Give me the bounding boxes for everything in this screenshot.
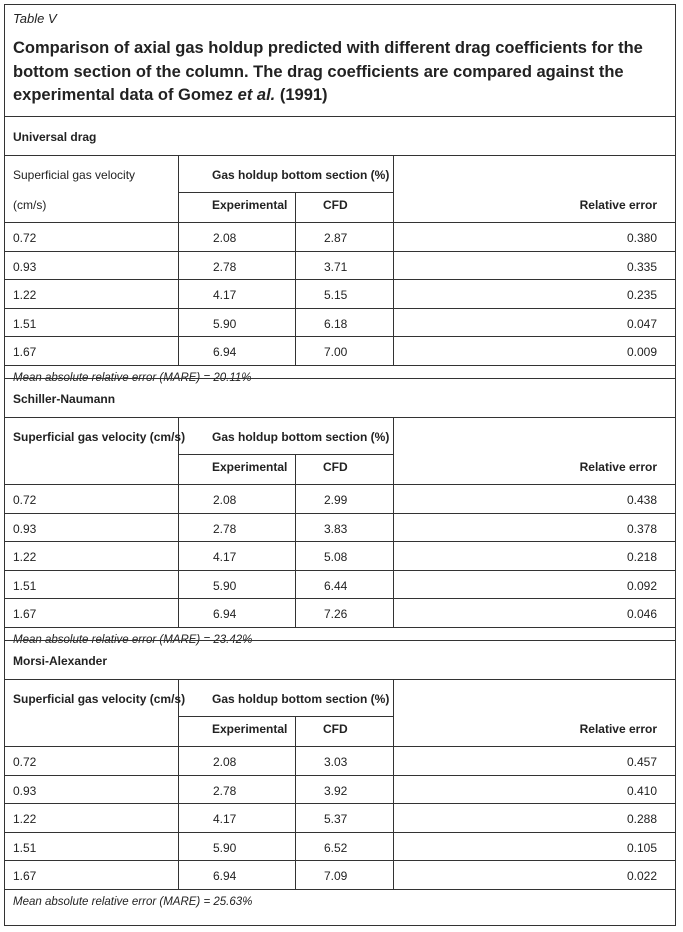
experimental-cell: 5.90 xyxy=(178,833,295,861)
table-row xyxy=(5,803,675,832)
cfd-cell: 5.37 xyxy=(295,804,393,832)
cfd-cell: 7.26 xyxy=(295,599,393,627)
table-row xyxy=(5,279,675,308)
cfd-cell: 3.03 xyxy=(295,747,393,775)
experimental-cell: 2.08 xyxy=(178,223,295,251)
mare-note: Mean absolute relative error (MARE) = 25.63% xyxy=(5,889,675,916)
velocity-cell: 0.72 xyxy=(13,755,37,769)
table-section xyxy=(5,116,675,392)
relative-error-cell: 0.047 xyxy=(393,309,675,337)
table-row xyxy=(5,222,675,251)
table-row xyxy=(5,336,675,365)
experimental-cell: 2.78 xyxy=(178,776,295,804)
velocity-cell: 1.22 xyxy=(13,288,37,303)
velocity-cell: 0.72 xyxy=(13,231,37,245)
velocity-cell: 1.22 xyxy=(13,550,37,565)
cfd-header: CFD xyxy=(323,460,348,474)
experimental-cell: 5.90 xyxy=(178,309,295,337)
relative-error-cell: 0.438 xyxy=(393,485,675,513)
section-title: Universal drag xyxy=(13,130,97,144)
velocity-unit: (cm/s) xyxy=(13,198,47,212)
title-year: (1991) xyxy=(275,86,328,104)
velocity-cell: 1.67 xyxy=(13,607,37,622)
experimental-header: Experimental xyxy=(212,722,288,736)
experimental-cell: 6.94 xyxy=(178,337,295,365)
relative-error-header: Relative error xyxy=(579,460,657,474)
velocity-cell: 0.72 xyxy=(13,493,37,507)
table-row xyxy=(5,832,675,861)
velocity-cell: 1.22 xyxy=(13,812,37,827)
experimental-cell: 4.17 xyxy=(178,804,295,832)
velocity-header: Superficial gas velocity (cm/s) xyxy=(13,430,186,444)
experimental-cell: 6.94 xyxy=(178,599,295,627)
table-row xyxy=(5,541,675,570)
relative-error-cell: 0.009 xyxy=(393,337,675,365)
cfd-cell: 5.15 xyxy=(295,280,393,308)
table-row xyxy=(5,598,675,627)
cfd-cell: 7.09 xyxy=(295,861,393,889)
section-header xyxy=(5,679,675,746)
table-section xyxy=(5,378,675,654)
velocity-cell: 0.93 xyxy=(13,521,37,536)
gas-holdup-header: Gas holdup bottom section (%) xyxy=(212,692,390,706)
velocity-header: Superficial gas velocity xyxy=(13,168,136,182)
relative-error-cell: 0.335 xyxy=(393,252,675,280)
cfd-cell: 5.08 xyxy=(295,542,393,570)
velocity-cell: 0.93 xyxy=(13,783,37,798)
velocity-cell: 0.93 xyxy=(13,259,37,274)
experimental-cell: 2.08 xyxy=(178,485,295,513)
cfd-cell: 6.18 xyxy=(295,309,393,337)
experimental-cell: 5.90 xyxy=(178,571,295,599)
gas-holdup-header: Gas holdup bottom section (%) xyxy=(212,430,390,444)
experimental-cell: 2.78 xyxy=(178,252,295,280)
relative-error-cell: 0.218 xyxy=(393,542,675,570)
velocity-cell: 1.51 xyxy=(13,316,37,331)
cfd-cell: 6.52 xyxy=(295,833,393,861)
experimental-cell: 6.94 xyxy=(178,861,295,889)
title-text: Comparison of axial gas holdup predicted with different drag coefficients for the bottom section of the column. The drag coefficients are compared against the experimental data of Gomez xyxy=(13,39,643,104)
relative-error-cell: 0.457 xyxy=(393,747,675,775)
cfd-header: CFD xyxy=(323,722,348,736)
section-header xyxy=(5,417,675,484)
relative-error-cell: 0.105 xyxy=(393,833,675,861)
relative-error-cell: 0.092 xyxy=(393,571,675,599)
cfd-cell: 2.99 xyxy=(295,485,393,513)
table-label: Table V xyxy=(13,11,57,26)
velocity-cell: 1.51 xyxy=(13,578,37,593)
table-section xyxy=(5,640,675,916)
cfd-cell: 3.71 xyxy=(295,252,393,280)
table-row xyxy=(5,746,675,775)
cfd-cell: 3.92 xyxy=(295,776,393,804)
relative-error-header: Relative error xyxy=(579,722,657,736)
relative-error-cell: 0.022 xyxy=(393,861,675,889)
table-row xyxy=(5,484,675,513)
experimental-header: Experimental xyxy=(212,460,288,474)
table-row xyxy=(5,513,675,542)
section-title: Schiller-Naumann xyxy=(13,392,116,406)
table-row xyxy=(5,775,675,804)
velocity-header: Superficial gas velocity (cm/s) xyxy=(13,692,186,706)
cfd-header: CFD xyxy=(323,198,348,212)
experimental-cell: 4.17 xyxy=(178,542,295,570)
relative-error-cell: 0.046 xyxy=(393,599,675,627)
title-italic: et al. xyxy=(237,86,276,104)
cfd-cell: 3.83 xyxy=(295,514,393,542)
experimental-cell: 2.78 xyxy=(178,514,295,542)
relative-error-cell: 0.410 xyxy=(393,776,675,804)
cfd-cell: 7.00 xyxy=(295,337,393,365)
relative-error-cell: 0.288 xyxy=(393,804,675,832)
experimental-cell: 4.17 xyxy=(178,280,295,308)
cfd-cell: 6.44 xyxy=(295,571,393,599)
section-header xyxy=(5,155,675,222)
experimental-cell: 2.08 xyxy=(178,747,295,775)
relative-error-header: Relative error xyxy=(579,198,657,212)
table-title xyxy=(13,37,663,108)
mare-note: Mean absolute relative error (MARE) = 23.42% xyxy=(5,627,675,654)
velocity-cell: 1.51 xyxy=(13,840,37,855)
section-title: Morsi-Alexander xyxy=(13,654,108,668)
relative-error-cell: 0.378 xyxy=(393,514,675,542)
velocity-cell: 1.67 xyxy=(13,345,37,360)
relative-error-cell: 0.235 xyxy=(393,280,675,308)
experimental-header: Experimental xyxy=(212,198,288,212)
mare-note: Mean absolute relative error (MARE) = 20.11% xyxy=(5,365,675,392)
relative-error-cell: 0.380 xyxy=(393,223,675,251)
velocity-cell: 1.67 xyxy=(13,869,37,884)
gas-holdup-header: Gas holdup bottom section (%) xyxy=(212,168,390,182)
table-row xyxy=(5,251,675,280)
table-row xyxy=(5,308,675,337)
table-row xyxy=(5,860,675,889)
table-row xyxy=(5,570,675,599)
table-frame xyxy=(4,4,676,926)
cfd-cell: 2.87 xyxy=(295,223,393,251)
